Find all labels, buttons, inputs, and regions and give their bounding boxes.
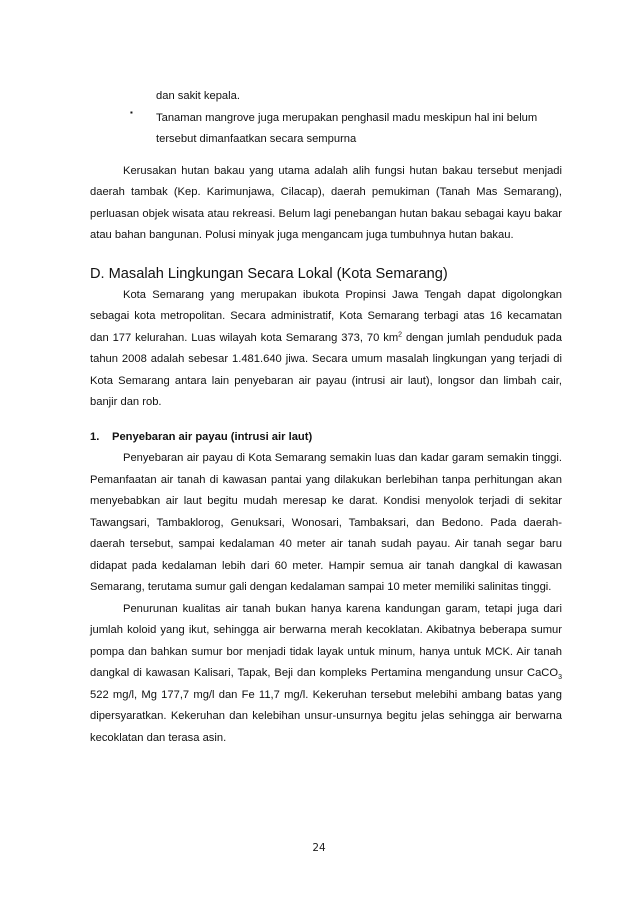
paragraph-penurunan-part-b: 522 mg/l, Mg 177,7 mg/l dan Fe 11,7 mg/l. Kekeruhan tersebut melebihi ambang batas yang dipersyaratkan. Kekeruhan dan kelebihan unsur-unsurnya begitu jelas sehingga air berwarna kecoklatan dan terasa asin. [90,688,562,744]
bullet-marker-icon: ▪ [130,107,133,117]
paragraph-semarang-part-b: dengan jumlah penduduk pada tahun 2008 adalah sebesar 1.481.640 jiwa. Secara umum masalah lingkungan yang terjadi di Kota Semarang antara lain penyebaran air payau (intrusi air laut), longsor dan limbah cair, banjir dan rob. [90,331,562,408]
paragraph-kerusakan: Kerusakan hutan bakau yang utama adalah alih fungsi hutan bakau tersebut menjadi daerah tambak (Kep. Karimunjawa, Cilacap), daerah pemukiman (Tanah Mas Semarang), perluasan objek wisata atau rekreasi. Belum lagi penebangan hutan bakau sebagai kayu bakar atau bahan bangunan. Polusi minyak juga mengancam juga tumbuhnya hutan bakau. [90,164,562,241]
bullet-item [90,108,562,151]
subscript-3: 3 [558,674,562,682]
bullet-line-1: Tanaman mangrove juga merupakan penghasil madu meskipun hal ini belum [156,111,538,124]
superscript-2: 2 [398,330,403,338]
section-d-title: D. Masalah Lingkungan Secara Lokal (Kota Semarang) [90,265,448,282]
paragraph-penurunan [90,599,562,750]
bullet-line-2: tersebut dimanfaatkan secara sempurna [156,133,357,145]
paragraph-semarang-part-a: Kota Semarang yang merupakan ibukota Propinsi Jawa Tengah dapat digolongkan sebagai kota metropolitan. Secara administratif, Kota Semarang terbagi atas 16 kecamatan dan 177 kelurahan. Luas wilayah kota Semarang 373, 70 km [90,288,562,344]
page-number: 24 [312,842,326,854]
paragraph-penyebaran: Penyebaran air payau di Kota Semarang semakin luas dan kadar garam semakin tinggi. Pemanfaatan air tanah di kawasan pantai yang dilakukan berlebihan tanpa perhitungan akan menyebabkan air laut begitu mudah meresap ke darat. Kondisi menyolok terjadi di sekitar Tawangsari, Tambaklorog, Genuksari, Wonosari, Tambaksari, dan Bedono. Pada daerah-daerah tersebut, sampai kedalaman 40 meter air tanah sudah payau. Air tanah segar baru didapat pada kedalaman lebih dari 60 meter. Hampir semua air tanah dangkal di kawasan Semarang, terutama sumur gali dengan kedalaman sampai 10 meter memiliki salinitas tinggi. [90,452,562,593]
continuation-line: dan sakit kepala. [156,90,240,102]
subsection-1-title [90,427,562,449]
paragraph-semarang [90,285,562,414]
subsection-1-number: 1. [90,430,100,443]
subsection-1-label: Penyebaran air payau (intrusi air laut) [112,430,313,443]
document-page [90,86,562,749]
paragraph-penurunan-part-a: Penurunan kualitas air tanah bukan hanya karena kandungan garam, tetapi juga dari jumlah koloid yang ikut, sehingga air berwarna merah kecoklatan. Akibatnya beberapa sumur pompa dan bahkan sumur bor menjadi tidak layak untuk minum, hanya untuk MCK. Air tanah dangkal di kawasan Kalisari, Tapak, Beji dan kompleks Pertamina mengandung unsur CaCO [90,602,562,679]
